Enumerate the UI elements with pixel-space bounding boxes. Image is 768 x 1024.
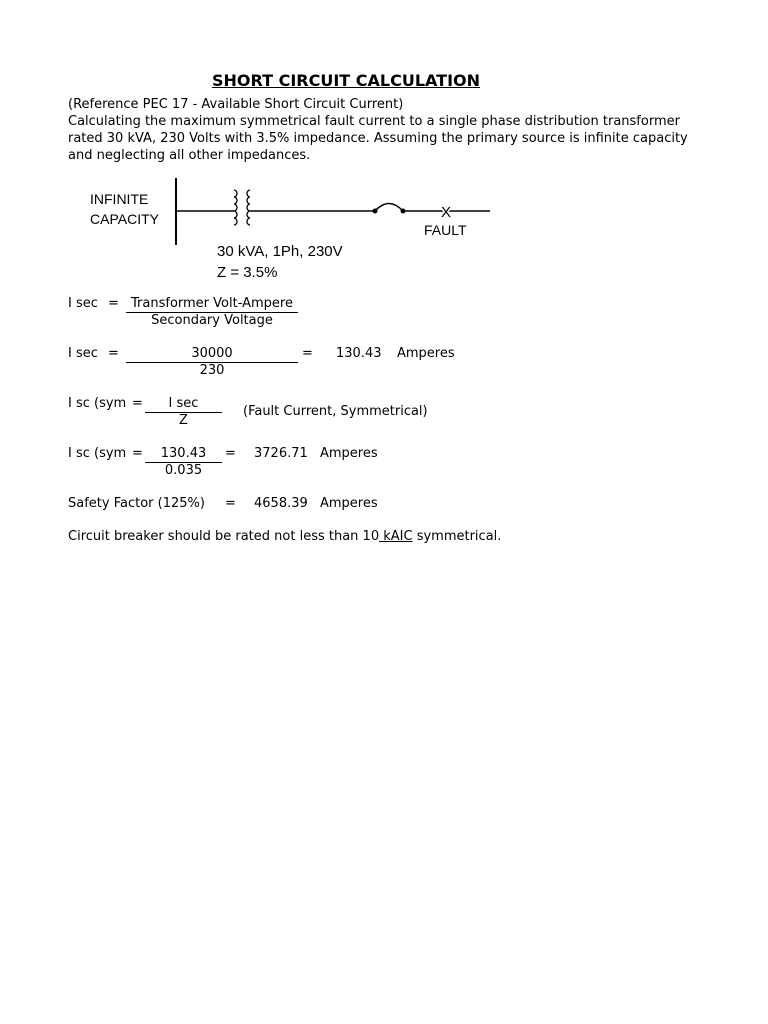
eq2-result: 130.43 (336, 346, 382, 361)
source-label-line2: CAPACITY (90, 211, 159, 227)
eq4-equals-result: = (225, 446, 236, 461)
eq3-denominator: Z (179, 413, 188, 428)
intro-line-2: rated 30 kVA, 230 Volts with 3.5% impedance. Assuming the primary source is infinite capacity (68, 131, 688, 146)
eq1-numerator: Transformer Volt-Ampere (131, 296, 293, 311)
safety-factor-unit: Amperes (320, 496, 378, 511)
eq3-note: (Fault Current, Symmetrical) (243, 404, 428, 419)
eq2-equals-result: = (302, 346, 313, 361)
conclusion-tail: symmetrical. (412, 529, 502, 544)
eq1-lhs: I sec (68, 296, 98, 311)
safety-factor-equals: = (225, 496, 236, 511)
eq4-denominator: 0.035 (164, 463, 203, 478)
conclusion-kaic: kAIC (379, 529, 413, 544)
eq2-lhs: I sec (68, 346, 98, 361)
eq3-lhs: I sc (sym (68, 396, 127, 411)
eq2-equals: = (108, 346, 119, 361)
intro-line-3: and neglecting all other impedances. (68, 148, 311, 163)
eq1-equals: = (108, 296, 119, 311)
eq4-numerator: 130.43 (160, 446, 207, 461)
eq3-numerator: I sec (168, 396, 199, 411)
eq2-unit: Amperes (397, 346, 455, 361)
eq1-denominator: Secondary Voltage (151, 313, 273, 328)
transformer-rating: 30 kVA, 1Ph, 230V (217, 243, 343, 260)
eq2-denominator: 230 (199, 363, 225, 378)
fuse-icon (375, 204, 403, 212)
circuit-diagram (0, 0, 768, 290)
primary-coil (234, 190, 237, 225)
fault-label: FAULT (424, 222, 467, 238)
eq2-numerator: 30000 (191, 346, 233, 361)
fault-mark-icon: X (440, 204, 452, 221)
source-label-line1: INFINITE (90, 191, 149, 207)
eq4-lhs: I sc (sym (68, 446, 127, 461)
secondary-coil (247, 190, 250, 225)
eq4-result: 3726.71 (254, 446, 308, 461)
intro-line-1: Calculating the maximum symmetrical fault current to a single phase distribution transformer (68, 114, 680, 129)
eq3-equals: = (132, 396, 143, 411)
conclusion (68, 529, 501, 545)
page-title: SHORT CIRCUIT CALCULATION (211, 71, 481, 90)
safety-factor-label: Safety Factor (125%) (68, 496, 205, 511)
conclusion-text: Circuit breaker should be rated not less than 10 (68, 529, 380, 544)
eq4-equals: = (132, 446, 143, 461)
safety-factor-result: 4658.39 (254, 496, 308, 511)
transformer-impedance: Z = 3.5% (217, 264, 278, 281)
reference-line: (Reference PEC 17 - Available Short Circuit Current) (68, 97, 404, 112)
eq4-unit: Amperes (320, 446, 378, 461)
